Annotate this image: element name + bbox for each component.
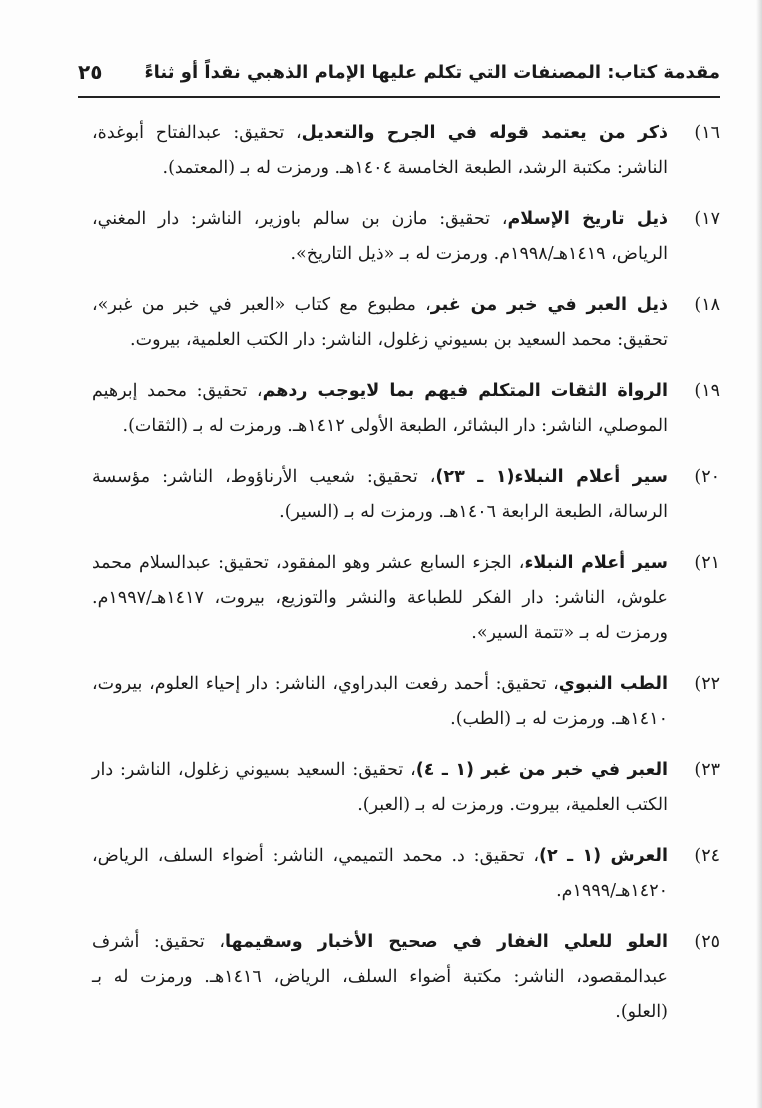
entry-number: ٢٢)	[694, 674, 720, 694]
entry-number: ١٧)	[694, 209, 720, 229]
entry-title: العبر في خبر من غبر (١ ـ ٤)	[415, 760, 669, 780]
bibliography-entry	[92, 202, 720, 272]
bibliography-entry	[92, 925, 720, 1030]
entry-number: ٢١)	[694, 553, 720, 573]
entry-title: الرواة الثقات المتكلم فيهم بما لايوجب ردهم	[262, 381, 668, 401]
entry-number: ١٨)	[694, 295, 720, 315]
bibliography-entry	[92, 839, 720, 909]
entry-title: سير أعلام النبلاء(١ ـ ٢٣)	[435, 467, 668, 487]
entry-number: ٢٥)	[694, 932, 720, 952]
header-rule	[78, 96, 720, 98]
page-edge-shadow	[756, 0, 762, 1108]
entry-title: ذيل العبر في خبر من غبر	[430, 295, 668, 315]
entry-number: ٢٠)	[694, 467, 720, 487]
entry-title: العرش (١ ـ ٢)	[538, 846, 668, 866]
entry-number: ١٦)	[694, 123, 720, 143]
entry-number: ٢٤)	[694, 846, 720, 866]
bibliography-entry	[92, 374, 720, 444]
entry-details: ، تحقيق: مازن بن سالم باوزير، الناشر: دار المغني، الرياض، ١٤١٩هـ/١٩٩٨م. ورمزت له بـ «ذيل التاريخ».	[92, 209, 668, 264]
bibliography-entry	[92, 667, 720, 737]
bibliography-entry	[92, 288, 720, 358]
entry-details: ، تحقيق: د. محمد التميمي، الناشر: أضواء السلف، الرياض، ١٤٢٠هـ/١٩٩٩م.	[92, 846, 668, 901]
entry-details: ، تحقيق: أشرف عبدالمقصود، الناشر: مكتبة أضواء السلف، الرياض، ١٤١٦هـ. ورمزت له بـ (العلو).	[92, 932, 668, 1022]
entry-details: ، مطبوع مع كتاب «العبر في خبر من غبر»، تحقيق: محمد السعيد بن بسيوني زغلول، الناشر: دار الكتب العلمية، بيروت.	[92, 295, 668, 350]
running-header	[78, 58, 720, 98]
page-number: ٢٥	[78, 60, 103, 84]
entry-details: ، تحقيق: السعيد بسيوني زغلول، الناشر: دار الكتب العلمية، بيروت. ورمزت له بـ (العبر).	[92, 760, 668, 815]
bibliography-list	[92, 116, 720, 1046]
entry-details: ، تحقيق: أحمد رفعت البدراوي، الناشر: دار إحياء العلوم، بيروت، ١٤١٠هـ. ورمزت له بـ (الطب).	[92, 674, 668, 729]
entry-details: ، تحقيق: شعيب الأرناؤوط، الناشر: مؤسسة الرسالة، الطبعة الرابعة ١٤٠٦هـ. ورمزت له بـ (السير).	[92, 467, 668, 522]
entry-details: ، الجزء السابع عشر وهو المفقود، تحقيق: عبدالسلام محمد علوش، الناشر: دار الفكر للطباعة والنشر والتوزيع، بيروت، ١٤١٧هـ/١٩٩٧م. ورمزت له بـ «تتمة السير».	[92, 553, 668, 643]
entry-title: الطب النبوي	[558, 674, 669, 694]
entry-details: ، تحقيق: عبدالفتاح أبوغدة، الناشر: مكتبة الرشد، الطبعة الخامسة ١٤٠٤هـ. ورمزت له بـ (المعتمد).	[92, 123, 668, 178]
bibliography-entry	[92, 546, 720, 651]
entry-details: ، تحقيق: محمد إبرهيم الموصلي، الناشر: دار البشائر، الطبعة الأولى ١٤١٢هـ. ورمزت له بـ (الثقات).	[92, 381, 668, 436]
entry-number: ٢٣)	[694, 760, 720, 780]
entry-title: سير أعلام النبلاء	[524, 553, 668, 573]
bibliography-entry	[92, 753, 720, 823]
bibliography-entry	[92, 116, 720, 186]
entry-title: العلو للعلي الغفار في صحيح الأخبار وسقيمها	[224, 932, 668, 952]
entry-title: ذيل تاريخ الإسلام	[507, 209, 668, 229]
entry-number: ١٩)	[694, 381, 720, 401]
entry-title: ذكر من يعتمد قوله في الجرح والتعديل	[301, 123, 669, 143]
running-header-title: مقدمة كتاب: المصنفات التي تكلم عليها الإمام الذهبي نقداً أو ثناءً	[144, 62, 720, 83]
bibliography-entry	[92, 460, 720, 530]
